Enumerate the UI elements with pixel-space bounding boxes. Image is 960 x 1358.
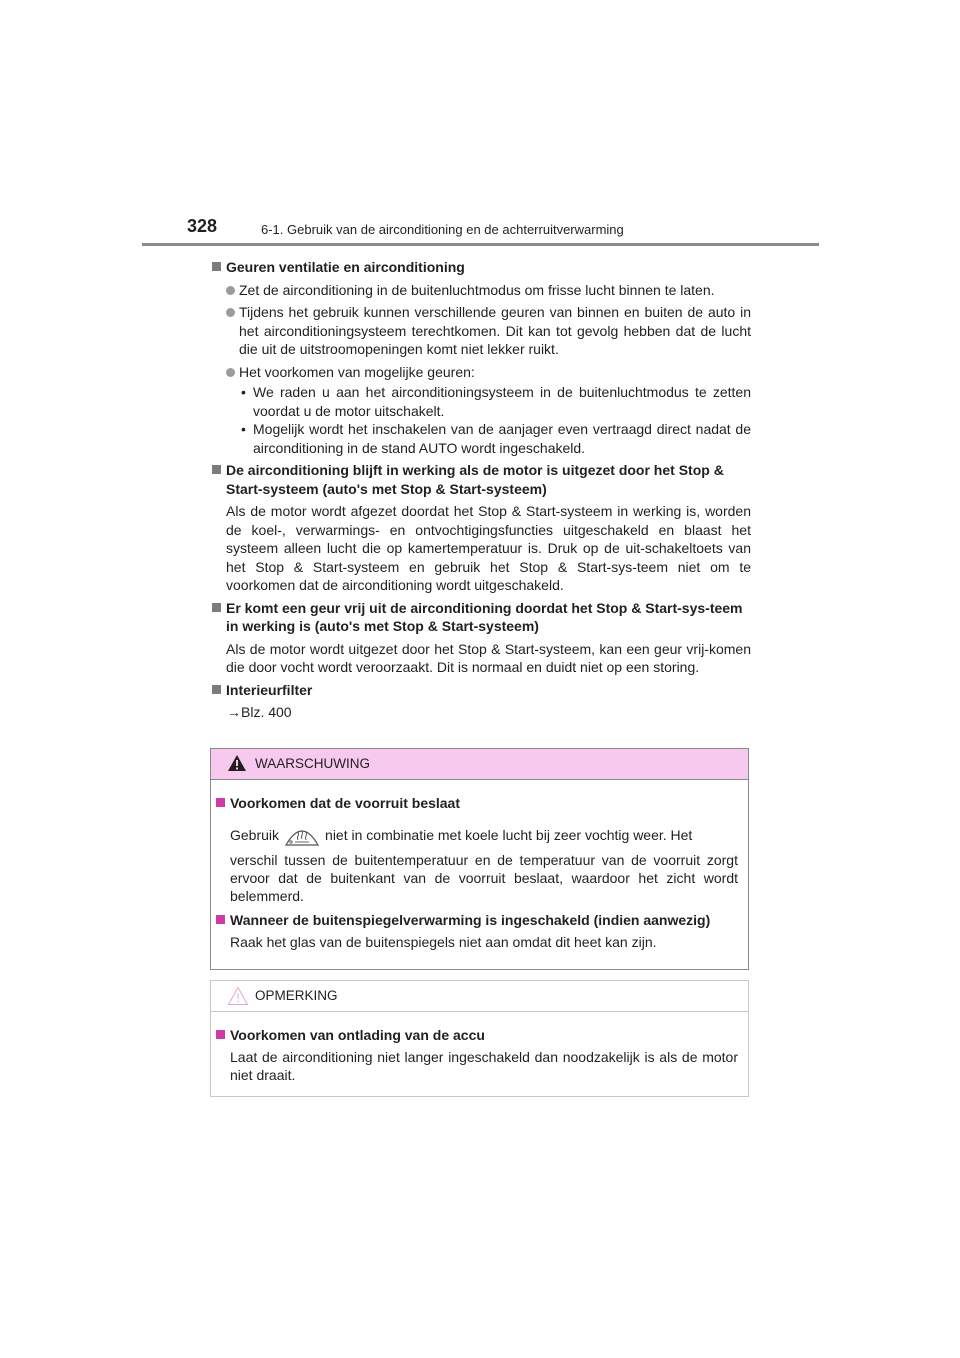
page-reference: →Blz. 400 bbox=[227, 704, 292, 720]
square-bullet-icon bbox=[212, 262, 221, 271]
round-bullet-icon bbox=[226, 308, 235, 317]
warning-text: verschil tussen de buitentemperatuur en de temperatuur van de voorruit zorgt ervoor dat de buitenkant van de voorruit beslaat, waardoor het zicht wordt belemmerd. bbox=[230, 852, 738, 905]
warning-label: WAARSCHUWING bbox=[255, 756, 370, 771]
dot-bullet-icon: • bbox=[241, 421, 246, 437]
square-bullet-icon bbox=[212, 465, 221, 474]
sub-bullet-item: • Mogelijk wordt het inschakelen van de aanjager even vertraagd direct nadat de airconditioning in de stand AUTO wordt ingeschakeld. bbox=[241, 421, 751, 456]
chapter-title: 6-1. Gebruik van de airconditioning en de achterruitverwarming bbox=[261, 222, 624, 237]
section-body: Als de motor wordt afgezet doordat het Stop & Start-systeem in werking is, worden de koel-, verwarmings- en ontvochtigingsfuncties uitgeschakeld en blaast het systeem alleen lucht die op kamertemperatuur is. Druk op de uit-schakeltoets van het Stop & Start-systeem en gebruik het Stop & Start-sys-teem niet om te voorkomen dat de airconditioning wordt uitgeschakeld. bbox=[226, 503, 751, 593]
section-body: Als de motor wordt uitgezet door het Stop & Start-systeem, kan een geur vrij-komen die door vocht wordt veroorzaakt. Dit is normaal en duidt niet op een storing. bbox=[226, 640, 751, 675]
sub-bullet-item: • We raden u aan het airconditioningsysteem in de buitenluchtmodus te zetten voordat u de motor uitschakelt. bbox=[241, 384, 751, 419]
round-bullet-icon bbox=[226, 286, 235, 295]
note-text: Laat de airconditioning niet langer ingeschakeld dan noodzakelijk is als de motor niet draait. bbox=[230, 1049, 738, 1083]
bullet-item: Het voorkomen van mogelijke geuren: bbox=[211, 363, 751, 382]
square-bullet-icon bbox=[212, 603, 221, 612]
windshield-defroster-icon bbox=[283, 823, 321, 849]
round-bullet-icon bbox=[226, 368, 235, 377]
square-bullet-icon bbox=[216, 915, 225, 924]
caution-outline-icon bbox=[227, 986, 249, 1006]
page-number: 328 bbox=[187, 216, 218, 236]
square-bullet-icon bbox=[212, 685, 221, 694]
note-header bbox=[211, 981, 748, 1012]
note-box bbox=[210, 980, 749, 1097]
note-heading: Voorkomen van ontlading van de accu bbox=[215, 1026, 738, 1044]
warning-heading: Wanneer de buitenspiegelverwarming is ingeschakeld (indien aanwezig) bbox=[215, 911, 738, 929]
bullet-item: Zet de airconditioning in de buitenluchtmodus om frisse lucht binnen te laten. bbox=[211, 281, 751, 300]
square-bullet-icon bbox=[216, 1030, 225, 1039]
dot-bullet-icon: • bbox=[241, 384, 246, 400]
warning-triangle-icon bbox=[227, 754, 247, 772]
square-bullet-icon bbox=[216, 798, 225, 807]
note-label: OPMERKING bbox=[255, 988, 338, 1003]
warning-text: Gebruik niet in combinatie met koele lucht bij zeer vochtig weer. Het bbox=[215, 822, 738, 849]
section-heading: De airconditioning blijft in werking als de motor is uitgezet door het Stop & Start-systeem (auto's met Stop & Start-systeem) bbox=[211, 461, 751, 498]
warning-header bbox=[211, 749, 748, 780]
section-heading: Interieurfilter bbox=[211, 681, 751, 700]
main-content bbox=[211, 254, 751, 722]
section-heading: Geuren ventilatie en airconditioning bbox=[211, 258, 751, 277]
section-heading: Er komt een geur vrij uit de airconditioning doordat het Stop & Start-sys-teem in werking is (auto's met Stop & Start-systeem) bbox=[211, 599, 751, 636]
warning-heading: Voorkomen dat de voorruit beslaat bbox=[215, 794, 738, 812]
warning-box bbox=[210, 748, 749, 970]
header-rule bbox=[142, 243, 819, 246]
warning-text: Raak het glas van de buitenspiegels niet aan omdat dit heet kan zijn. bbox=[230, 934, 657, 951]
bullet-item: Tijdens het gebruik kunnen verschillende geuren van binnen en buiten de auto in het airconditioningsysteem terechtkomen. Dit kan tot gevolg hebben dat de lucht die uit de uitstroomopeningen komt niet lekker ruikt. bbox=[211, 303, 751, 359]
